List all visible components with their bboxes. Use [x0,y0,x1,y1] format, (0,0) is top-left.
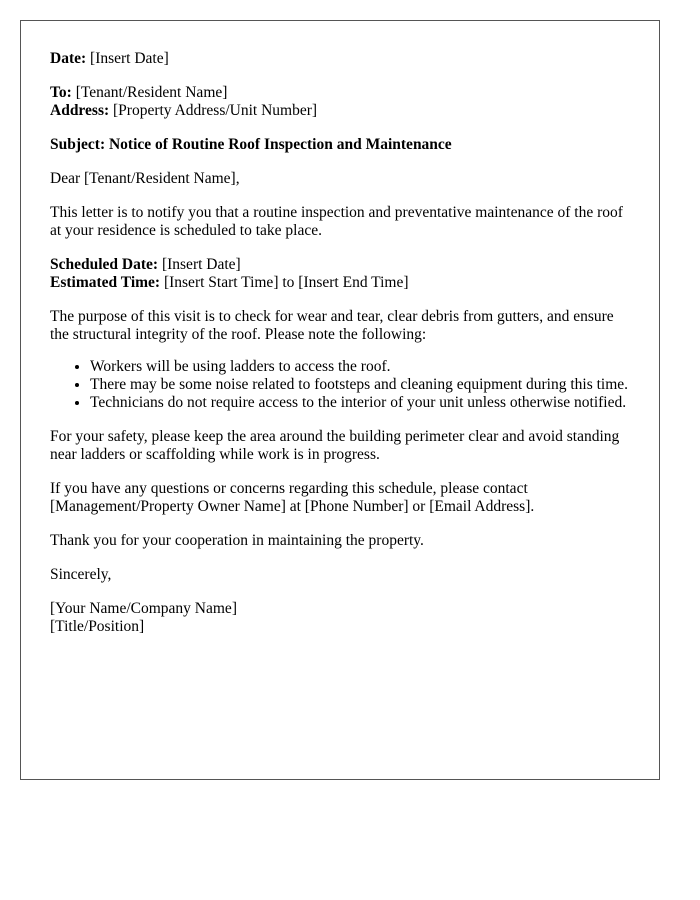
address-label: Address: [50,102,110,119]
scheduled-date-line [50,256,630,274]
signature-name: [Your Name/Company Name] [50,600,237,617]
closing-line: Sincerely, [50,566,112,583]
signature-block [50,600,630,636]
recipient-block [50,84,630,120]
estimated-time-label: Estimated Time: [50,274,161,291]
contact-paragraph: If you have any questions or concerns regarding this schedule, please contact [Management/Property Owner Name] at [Phone Number] or [Email Address]. [50,480,535,515]
safety-paragraph: For your safety, please keep the area around the building perimeter clear and avoid standing near ladders or scaffolding while work is in progress. [50,428,620,463]
to-label: To: [50,84,72,101]
to-value: [Tenant/Resident Name] [75,84,228,101]
schedule-block [50,256,630,292]
list-item: • Technicians do not require access to the interior of your unit unless otherwise notified. [90,394,630,412]
address-value: [Property Address/Unit Number] [113,102,318,119]
subject-line [50,136,630,154]
list-item: • Workers will be using ladders to access the roof. [90,358,630,376]
date-line [50,50,630,68]
scheduled-date-value: [Insert Date] [161,256,241,273]
intro-paragraph: This letter is to notify you that a routine inspection and preventative maintenance of the roof at your residence is scheduled to take place. [50,204,623,239]
estimated-time-line [50,274,630,292]
date-label: Date: [50,50,87,67]
estimated-time-value: [Insert Start Time] to [Insert End Time] [163,274,409,291]
date-value: [Insert Date] [90,50,169,67]
signature-title: [Title/Position] [50,618,145,635]
thanks-paragraph: Thank you for your cooperation in maintaining the property. [50,532,424,549]
scheduled-date-label: Scheduled Date: [50,256,159,273]
list-item: • There may be some noise related to footsteps and cleaning equipment during this time. [90,376,630,394]
subject-text: Subject: Notice of Routine Roof Inspection and Maintenance [50,136,452,153]
to-line [50,84,630,102]
letter-document [20,20,660,780]
notes-list [50,358,630,412]
salutation: Dear [Tenant/Resident Name], [50,170,240,187]
address-line [50,102,630,120]
purpose-paragraph: The purpose of this visit is to check for wear and tear, clear debris from gutters, and ensure the structural integrity of the roof. Please note the following: [50,308,614,343]
